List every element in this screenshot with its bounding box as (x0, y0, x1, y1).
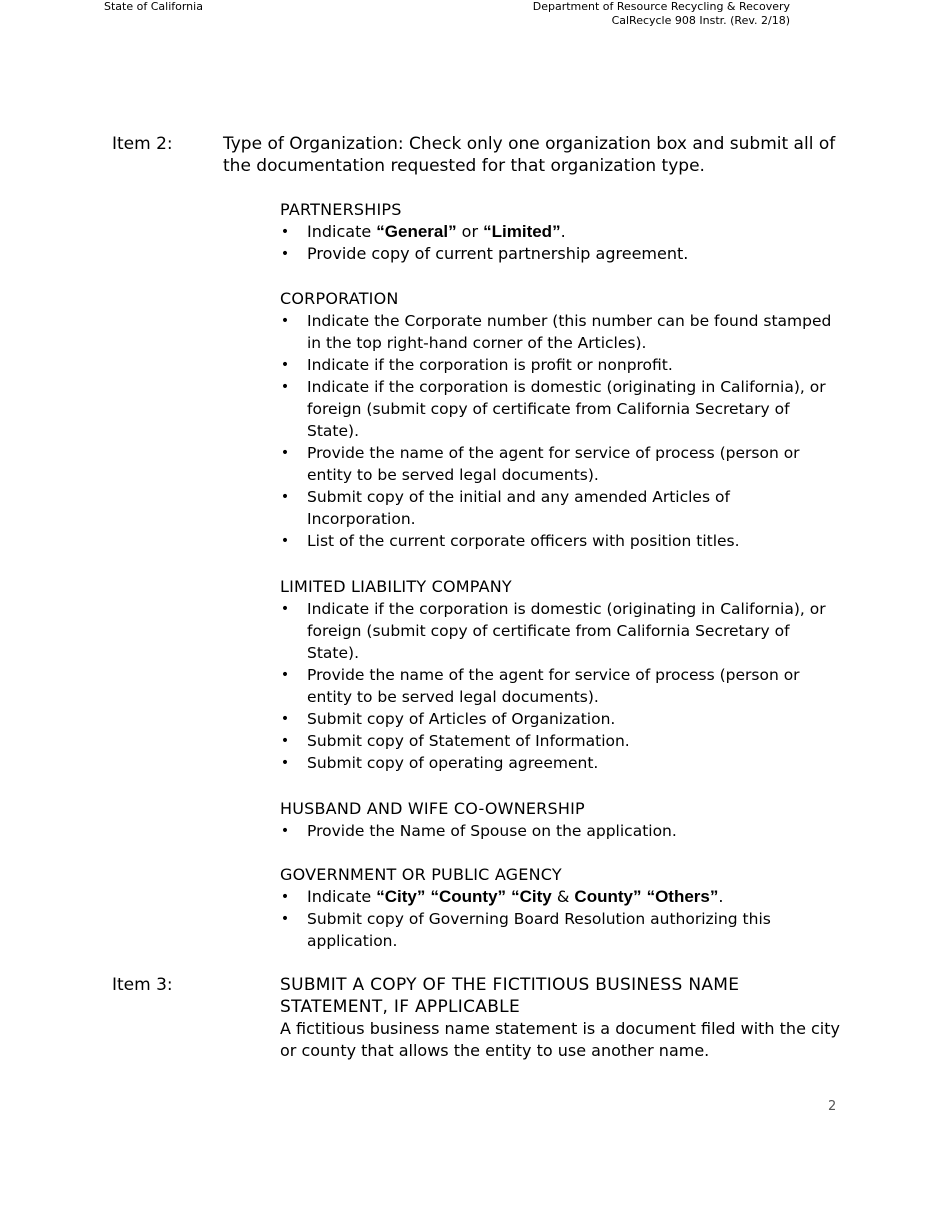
bullet-icon: • (280, 601, 290, 617)
list-item-text: Provide the Name of Spouse on the application. (307, 822, 677, 840)
text: or (456, 222, 484, 241)
bullet-icon: • (280, 224, 290, 240)
section-llc (280, 576, 840, 774)
list-item (280, 886, 840, 908)
bullet-icon: • (280, 533, 290, 549)
bullet-list (280, 598, 840, 774)
list-item (280, 752, 840, 774)
item-2-label: Item 2: (112, 134, 173, 154)
list-item (280, 598, 840, 664)
section-heading: CORPORATION (280, 289, 399, 308)
list-item (280, 243, 840, 265)
list-item (280, 664, 840, 708)
section-partnerships (280, 199, 840, 265)
list-item-text: List of the current corporate officers with position titles. (307, 532, 740, 550)
list-item-text: Submit copy of the initial and any amended Articles of Incorporation. (307, 488, 730, 528)
bullet-icon: • (280, 889, 290, 905)
list-item-text: Provide the name of the agent for service of process (person or entity to be served legal documents). (307, 666, 800, 706)
list-item (280, 708, 840, 730)
text: . (718, 887, 724, 906)
section-heading: PARTNERSHIPS (280, 200, 402, 219)
item-3-description: A fictitious business name statement is a document filed with the city or county that allows the entity to use another name. (280, 1019, 840, 1060)
list-item (280, 310, 840, 354)
header-state: State of California (104, 0, 203, 13)
bullet-icon: • (280, 823, 290, 839)
section-heading: LIMITED LIABILITY COMPANY (280, 577, 512, 596)
header-form-id: CalRecycle 908 Instr. (Rev. 2/18) (611, 14, 790, 27)
bullet-icon: • (280, 379, 290, 395)
emphasis-city: “City” (376, 887, 426, 906)
list-item (280, 730, 840, 752)
list-item-text: Submit copy of Governing Board Resolution authorizing this application. (307, 910, 771, 950)
item-2-text: Type of Organization: Check only one organization box and submit all of the documentation requested for that organization type. (223, 134, 836, 176)
bullet-icon: • (280, 911, 290, 927)
header-department-name: Department of Resource Recycling & Recovery (532, 0, 790, 13)
page-number: 2 (828, 1099, 837, 1114)
item-3-label: Item 3: (112, 975, 173, 995)
list-item-text: Submit copy of Statement of Information. (307, 732, 630, 750)
list-item (280, 820, 840, 842)
bullet-icon: • (280, 489, 290, 505)
list-item (280, 530, 840, 552)
emphasis-others: “Others” (646, 887, 719, 906)
bullet-list (280, 820, 840, 842)
bullet-icon: • (280, 357, 290, 373)
bullet-list (280, 310, 840, 552)
emphasis-county-2: County” (574, 887, 642, 906)
text: . (560, 222, 566, 241)
emphasis-limited: “Limited” (483, 222, 561, 241)
bullet-icon: • (280, 313, 290, 329)
bullet-icon: • (280, 445, 290, 461)
section-heading: HUSBAND AND WIFE CO-OWNERSHIP (280, 799, 585, 818)
emphasis-city-2: “City (511, 887, 552, 906)
list-item-text: Submit copy of operating agreement. (307, 754, 599, 772)
bullet-icon: • (280, 667, 290, 683)
bullet-icon: • (280, 755, 290, 771)
bullet-icon: • (280, 246, 290, 262)
list-item-text: Provide copy of current partnership agreement. (307, 244, 689, 263)
section-heading: GOVERNMENT OR PUBLIC AGENCY (280, 865, 562, 884)
list-item-text: Indicate if the corporation is profit or nonprofit. (307, 356, 673, 374)
list-item (280, 486, 840, 530)
bullet-icon: • (280, 733, 290, 749)
text: Indicate (307, 222, 377, 241)
list-item-text: Indicate if the corporation is domestic (originating in California), or foreign (submit copy of certificate from California Secretary of State). (307, 600, 826, 662)
bullet-list (280, 886, 840, 952)
bullet-list (280, 221, 840, 265)
header-department (533, 0, 790, 28)
section-husband-wife (280, 798, 840, 842)
list-item (280, 442, 840, 486)
emphasis-county: “County” (430, 887, 507, 906)
list-item-text: Indicate the Corporate number (this number can be found stamped in the top right-hand corner of the Articles). (307, 312, 832, 352)
list-item (280, 376, 840, 442)
list-item (280, 354, 840, 376)
emphasis-general: “General” (376, 222, 457, 241)
text: & (556, 887, 570, 906)
list-item-text: Provide the name of the agent for service of process (person or entity to be served legal documents). (307, 444, 800, 484)
section-government (280, 864, 840, 952)
text: Indicate (307, 887, 377, 906)
item-3-title: SUBMIT A COPY OF THE FICTITIOUS BUSINESS NAME STATEMENT, IF APPLICABLE (280, 975, 740, 1017)
bullet-icon: • (280, 711, 290, 727)
list-item-text: Submit copy of Articles of Organization. (307, 710, 616, 728)
list-item-text: Indicate if the corporation is domestic (originating in California), or foreign (submit copy of certificate from California Secretary of State). (307, 378, 826, 440)
list-item (280, 221, 840, 243)
section-corporation (280, 288, 840, 552)
item-3-content (280, 974, 840, 1062)
list-item (280, 908, 840, 952)
